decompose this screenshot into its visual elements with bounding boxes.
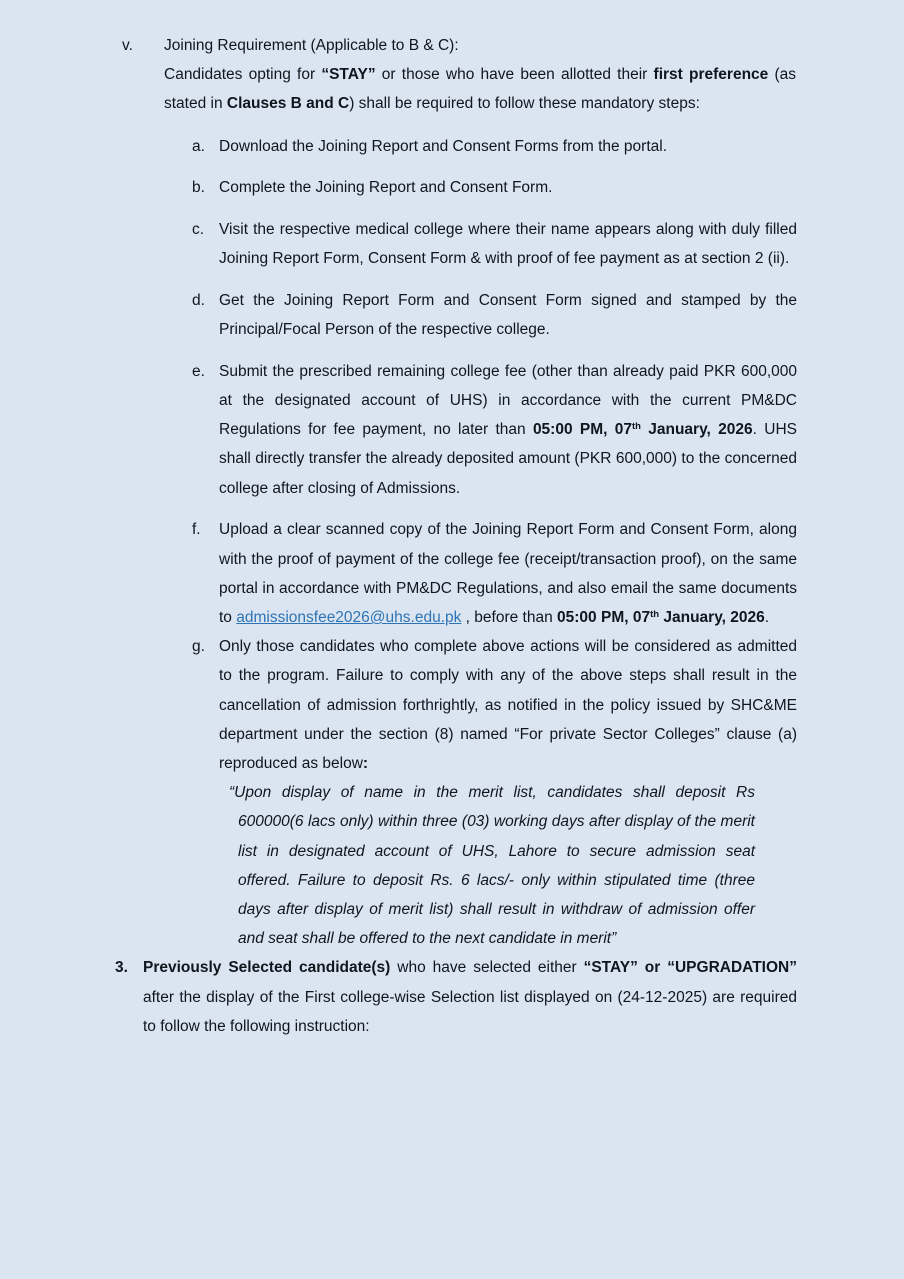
step-d: [192, 286, 797, 344]
text-run: (as stated in: [164, 66, 797, 113]
step-b: [192, 173, 797, 202]
text-run: , before than: [461, 608, 558, 626]
bold-run: 05:00 PM, 07: [557, 608, 651, 626]
item-3-marker: 3.: [115, 959, 128, 977]
bold-run: January, 2026: [659, 608, 765, 626]
step-f-text: [219, 515, 797, 632]
step-d-text: Get the Joining Report Form and Consent Form signed and stamped by the Principal/Focal Person of the respective college.: [219, 291, 797, 339]
text-run: after the display of the First college-wise Selection list displayed on (24-12-2025) are required to follow the following instruction:: [143, 988, 797, 1035]
bold-run: “STAY” or “UPGRADATION”: [583, 959, 797, 977]
bold-run: “STAY”: [321, 66, 376, 84]
ordinal-superscript: th: [650, 608, 660, 620]
step-a: [192, 132, 797, 161]
step-e-marker: e.: [192, 362, 205, 380]
step-c-marker: c.: [192, 221, 205, 239]
step-d-marker: d.: [192, 291, 205, 309]
step-c-text: Visit the respective medical college where their name appears along with duly filled Joining Report Form, Consent Form & with proof of fee payment as at section 2 (ii).: [219, 221, 797, 268]
step-f: [192, 515, 797, 632]
admissions-email-link[interactable]: admissionsfee2026@uhs.edu.pk: [236, 608, 462, 626]
bold-run: first preference: [653, 66, 769, 84]
text-run: Upload a clear scanned copy of the Joining Report Form and Consent Form, along with the proof of payment of the college fee (receipt/transaction proof), on the same portal in accordance with PM&DC Regulations, and also email the same documents to: [219, 521, 797, 626]
item-3-text: [143, 953, 797, 1041]
bold-run: Clauses B and C: [226, 95, 350, 113]
step-e-text: [219, 357, 797, 503]
bold-run: Previously Selected candidate(s): [143, 959, 391, 977]
bold-run: :: [362, 754, 369, 772]
section-v-marker: v.: [122, 37, 133, 54]
step-g-marker: g.: [192, 638, 205, 656]
policy-quote: “Upon display of name in the merit list, candidates shall deposit Rs 600000(6 lacs only) within three (03) working days after display of the merit list in designated account of UHS, Lahore to secure admission seat offered. Failure to deposit Rs. 6 lacs/- only within stipulated time (three days after display of merit list) shall result in withdraw of admission offer and seat shall be offered to the next candidate in merit”: [229, 784, 755, 948]
step-g-text: [219, 632, 797, 778]
ordinal-superscript: th: [631, 421, 641, 433]
step-b-text: Complete the Joining Report and Consent Form.: [219, 179, 553, 197]
text-run: or those who have been allotted their: [375, 66, 654, 84]
step-c: [192, 215, 797, 273]
text-run: .: [764, 608, 770, 626]
section-v-title: Joining Requirement (Applicable to B & C):: [164, 37, 459, 54]
step-f-marker: f.: [192, 521, 201, 539]
bold-run: 05:00 PM, 07: [532, 421, 632, 439]
text-run: who have selected either: [390, 959, 584, 977]
section-v: [122, 31, 796, 119]
bold-run: January, 2026: [640, 421, 753, 439]
step-b-marker: b.: [192, 179, 205, 197]
step-e: [192, 357, 797, 503]
text-run: ) shall be required to follow these mandatory steps:: [349, 95, 700, 113]
section-v-intro: [164, 60, 796, 118]
text-run: . UHS shall directly transfer the already deposited amount (PKR 600,000) to the concerned college after closing of Admissions.: [219, 421, 797, 497]
step-g: [192, 632, 797, 778]
text-run: Only those candidates who complete above actions will be considered as admitted to the program. Failure to comply with any of the above steps shall result in the cancellation of admission forthrightly, as notified in the policy issued by SHC&ME department under the section (8) named “For private Sector Colleges” clause (a) reproduced as below: [219, 638, 797, 772]
item-3: [115, 953, 797, 1041]
text-run: Submit the prescribed remaining college fee (other than already paid PKR 600,000 at the designated account of UHS) in accordance with the current PM&DC Regulations for fee payment, no later than: [219, 362, 797, 439]
text-run: Candidates opting for: [164, 66, 322, 84]
step-a-marker: a.: [192, 137, 205, 155]
step-a-text: Download the Joining Report and Consent Forms from the portal.: [219, 137, 668, 155]
steps-list: [0, 132, 904, 779]
section-v-content: [164, 31, 796, 119]
